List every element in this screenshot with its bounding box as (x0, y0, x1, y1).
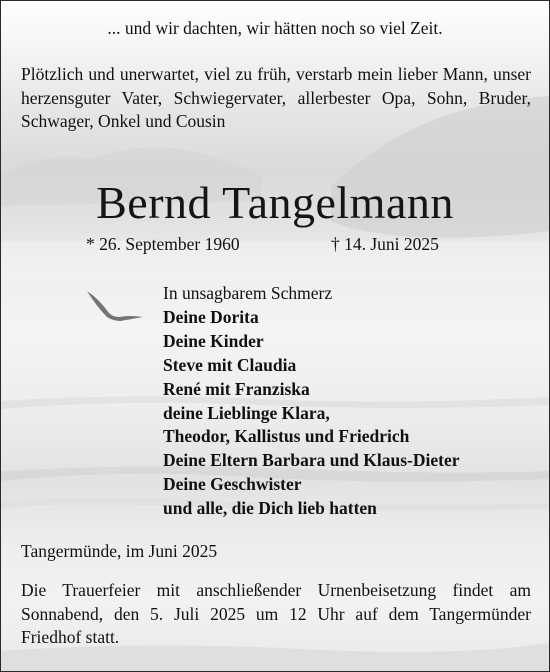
mourner-line: Deine Kinder (163, 330, 264, 351)
mourner-line: Deine Geschwister (163, 474, 302, 495)
mourners-list (163, 282, 543, 521)
mourner-line: Deine Eltern Barbara und Klaus-Dieter (163, 450, 460, 471)
ceremony-text: Die Trauerfeier mit anschließender Urnenbeisetzung findet am Sonnabend, den 5. Juli 2025 um 12 Uhr auf dem Tangermünder Friedhof statt. (21, 580, 531, 647)
mourners-intro: In unsagbarem Schmerz (163, 283, 333, 303)
mourner-line: deine Lieblinge Klara, (163, 402, 330, 423)
birth-date: * 26. September 1960 (86, 234, 240, 254)
death-date: † 14. Juni 2025 (331, 234, 439, 254)
mourner-line: Steve mit Claudia (163, 354, 297, 375)
mourner-line: René mit Franziska (163, 378, 310, 399)
deceased-name: Bernd Tangelmann (96, 177, 454, 228)
mourner-line: Deine Dorita (163, 306, 259, 327)
intro-line: ... und wir dachten, wir hätten noch so viel Zeit. (107, 18, 443, 38)
seagull-icon (85, 287, 155, 327)
mourner-line: Theodor, Kallistus und Friedrich (163, 426, 410, 447)
mourner-line: und alle, die Dich lieb hatten (163, 498, 377, 519)
announcement-text: Plötzlich und unerwartet, viel zu früh, verstarb mein lieber Mann, unser herzensguter Vater, Schwiegervater, allerbester Opa, Sohn, Bruder, Schwager, Onkel und Cousin (21, 64, 531, 131)
place-and-date: Tangermünde, im Juni 2025 (21, 541, 218, 561)
